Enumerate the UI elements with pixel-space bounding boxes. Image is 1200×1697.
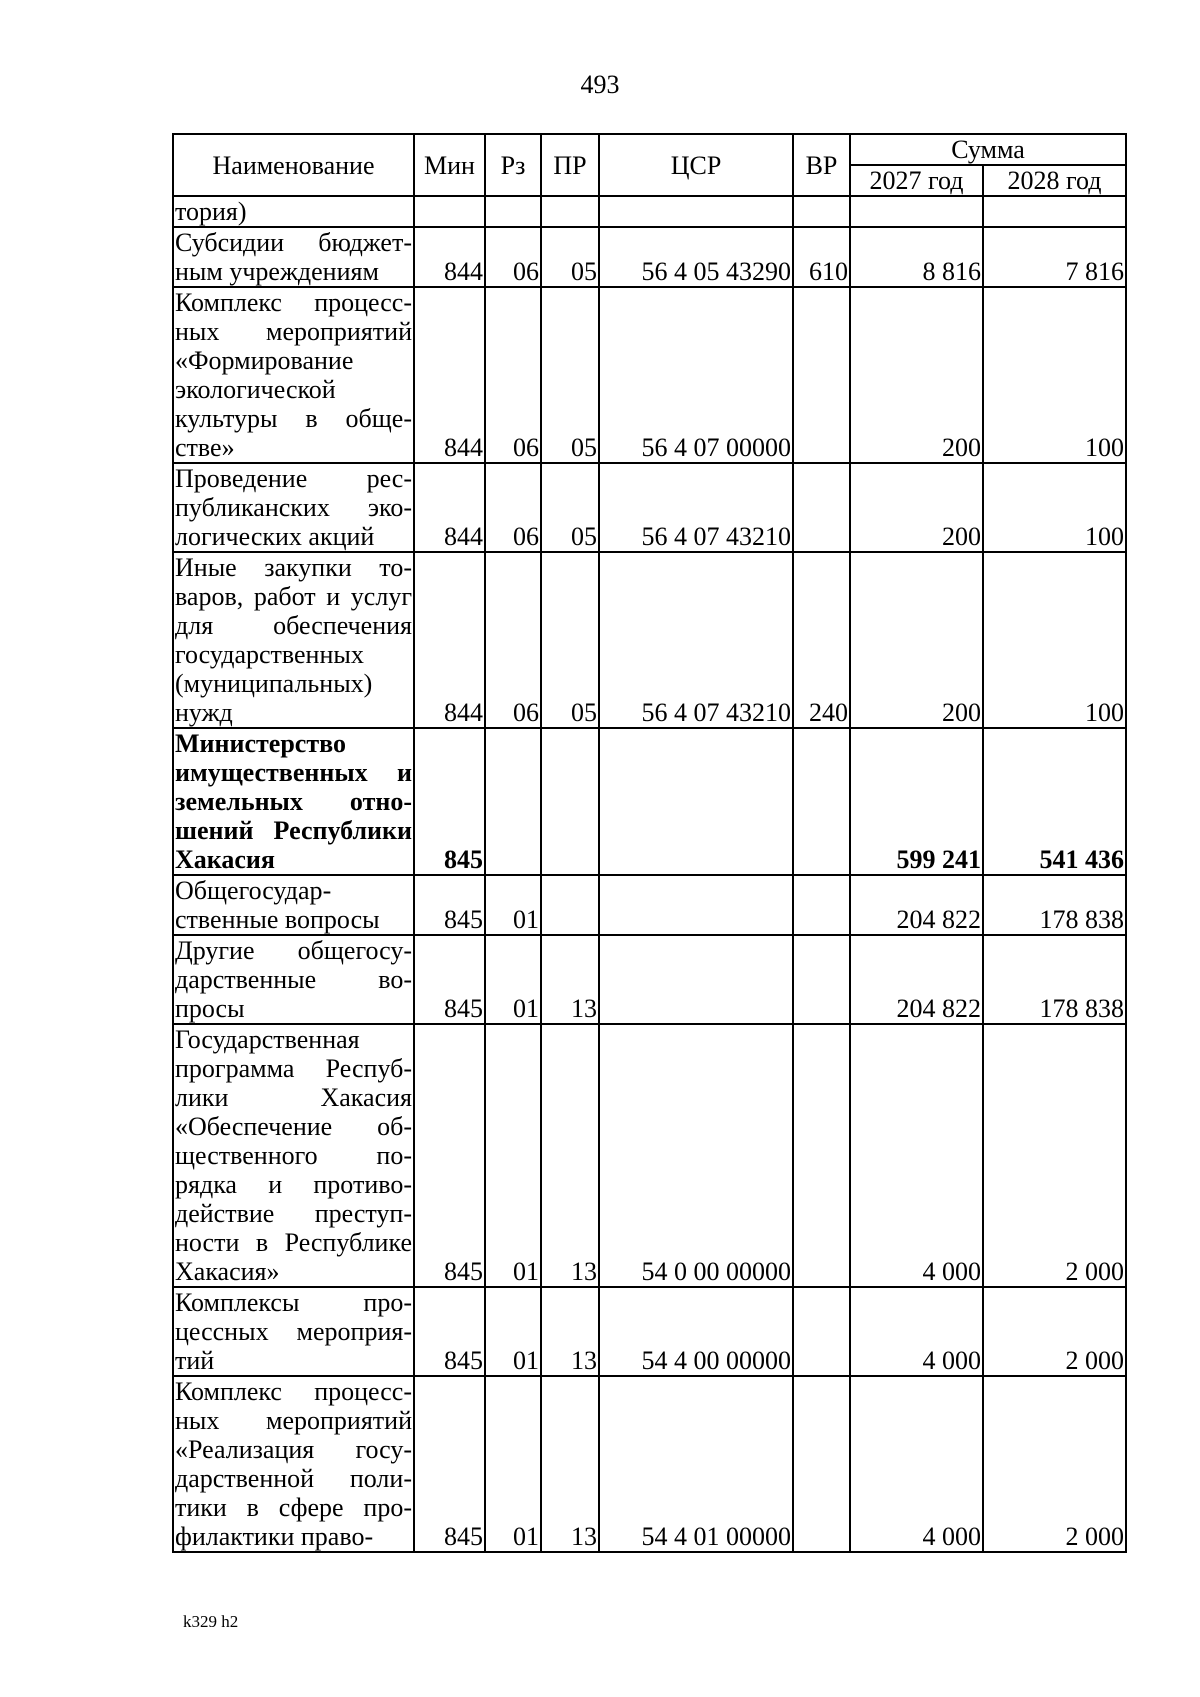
cell-2027 (850, 196, 983, 227)
cell-vr (793, 1287, 850, 1376)
cell-2027: 4 000 (850, 1287, 983, 1376)
cell-min: 844 (414, 552, 485, 728)
cell-csr (599, 728, 793, 875)
cell-vr: 610 (793, 227, 850, 287)
table-row (173, 875, 1126, 935)
cell-vr: 240 (793, 552, 850, 728)
cell-min: 844 (414, 463, 485, 552)
cell-csr (599, 935, 793, 1024)
cell-pr: 05 (541, 227, 599, 287)
cell-name: Другие общегосударственные вопросы (175, 936, 412, 1023)
header-sum: Сумма (850, 134, 1126, 165)
cell-rz: 01 (485, 935, 541, 1024)
cell-pr (541, 728, 599, 875)
cell-name: Комплекс процессных мероприятий «Формирование экологической культуры в обществе» (175, 288, 412, 462)
cell-2028: 7 816 (983, 227, 1126, 287)
cell-rz: 01 (485, 1287, 541, 1376)
cell-pr: 13 (541, 935, 599, 1024)
table-row (173, 552, 1126, 728)
cell-rz: 01 (485, 875, 541, 935)
cell-min: 845 (414, 875, 485, 935)
cell-name: тория) (173, 196, 414, 227)
budget-table (172, 133, 1127, 1553)
header-pr: ПР (541, 134, 599, 196)
cell-2028: 100 (983, 552, 1126, 728)
cell-2027: 200 (850, 552, 983, 728)
cell-name: Комплекс процессных мероприятий «Реализация государственной политики в сфере профилактики право- (175, 1377, 412, 1551)
cell-2028: 178 838 (983, 935, 1126, 1024)
cell-rz: 01 (485, 1024, 541, 1287)
cell-min: 845 (414, 1376, 485, 1552)
cell-vr (793, 728, 850, 875)
cell-name: Иные закупки товаров, работ и услуг для обеспечения государственных (муниципальных) нужд (175, 553, 412, 727)
header-name: Наименование (173, 134, 414, 196)
cell-2028: 2 000 (983, 1376, 1126, 1552)
cell-min: 845 (414, 1024, 485, 1287)
table-body (173, 196, 1126, 1552)
cell-csr (599, 875, 793, 935)
cell-min: 845 (414, 935, 485, 1024)
cell-pr: 13 (541, 1287, 599, 1376)
header-csr: ЦСР (599, 134, 793, 196)
cell-name: Общегосударственные вопросы (173, 875, 414, 935)
header-min: Мин (414, 134, 485, 196)
cell-csr: 54 4 00 00000 (599, 1287, 793, 1376)
cell-vr (793, 463, 850, 552)
cell-vr (793, 287, 850, 463)
cell-rz: 06 (485, 227, 541, 287)
cell-min: 845 (414, 1287, 485, 1376)
cell-2028: 541 436 (983, 728, 1126, 875)
cell-csr: 56 4 07 00000 (599, 287, 793, 463)
table-row (173, 935, 1126, 1024)
footer-code: k329 h2 (183, 1612, 239, 1631)
cell-2028 (983, 196, 1126, 227)
cell-rz (485, 196, 541, 227)
cell-2027: 204 822 (850, 935, 983, 1024)
table-row (173, 196, 1126, 227)
cell-2028: 100 (983, 463, 1126, 552)
cell-vr (793, 196, 850, 227)
table-row (173, 463, 1126, 552)
cell-rz: 06 (485, 463, 541, 552)
cell-csr: 56 4 05 43290 (599, 227, 793, 287)
cell-2027: 204 822 (850, 875, 983, 935)
cell-pr: 05 (541, 463, 599, 552)
cell-min: 844 (414, 287, 485, 463)
cell-csr: 54 4 01 00000 (599, 1376, 793, 1552)
cell-2028: 178 838 (983, 875, 1126, 935)
cell-pr: 13 (541, 1376, 599, 1552)
table-row (173, 287, 1126, 463)
cell-min (414, 196, 485, 227)
cell-2027: 599 241 (850, 728, 983, 875)
table-row (173, 1376, 1126, 1552)
cell-min: 845 (414, 728, 485, 875)
cell-pr: 05 (541, 287, 599, 463)
cell-2027: 200 (850, 287, 983, 463)
header-rz: Рз (485, 134, 541, 196)
page-number: 493 (580, 70, 620, 99)
cell-rz: 01 (485, 1376, 541, 1552)
cell-2027: 8 816 (850, 227, 983, 287)
cell-name: Комплексы процессных мероприятий (175, 1288, 412, 1375)
table-row (173, 728, 1126, 875)
cell-csr: 56 4 07 43210 (599, 552, 793, 728)
cell-pr: 05 (541, 552, 599, 728)
header-year-2027: 2027 год (850, 165, 983, 196)
table-row (173, 227, 1126, 287)
cell-vr (793, 1024, 850, 1287)
table-row (173, 1287, 1126, 1376)
cell-pr (541, 875, 599, 935)
header-year-2028: 2028 год (983, 165, 1126, 196)
cell-2027: 4 000 (850, 1376, 983, 1552)
header-vr: ВР (793, 134, 850, 196)
cell-2027: 4 000 (850, 1024, 983, 1287)
cell-csr (599, 196, 793, 227)
cell-pr: 13 (541, 1024, 599, 1287)
cell-2028: 2 000 (983, 1287, 1126, 1376)
cell-name: Государственная программа Республики Хакасия «Обеспечение общественного порядка и противодействие преступности в Республике Хакасия» (175, 1025, 412, 1286)
cell-vr (793, 875, 850, 935)
cell-2028: 2 000 (983, 1024, 1126, 1287)
cell-pr (541, 196, 599, 227)
cell-2027: 200 (850, 463, 983, 552)
cell-rz (485, 728, 541, 875)
table-row (173, 1024, 1126, 1287)
cell-name: Субсидии бюджетным учреждениям (175, 228, 412, 286)
cell-csr: 56 4 07 43210 (599, 463, 793, 552)
cell-name: Проведение республиканских экологических акций (175, 464, 412, 551)
cell-min: 844 (414, 227, 485, 287)
cell-vr (793, 935, 850, 1024)
cell-rz: 06 (485, 552, 541, 728)
cell-rz: 06 (485, 287, 541, 463)
cell-name: Министерство имущественных и земельных отношений Республики Хакасия (175, 729, 412, 874)
cell-vr (793, 1376, 850, 1552)
cell-2028: 100 (983, 287, 1126, 463)
cell-csr: 54 0 00 00000 (599, 1024, 793, 1287)
